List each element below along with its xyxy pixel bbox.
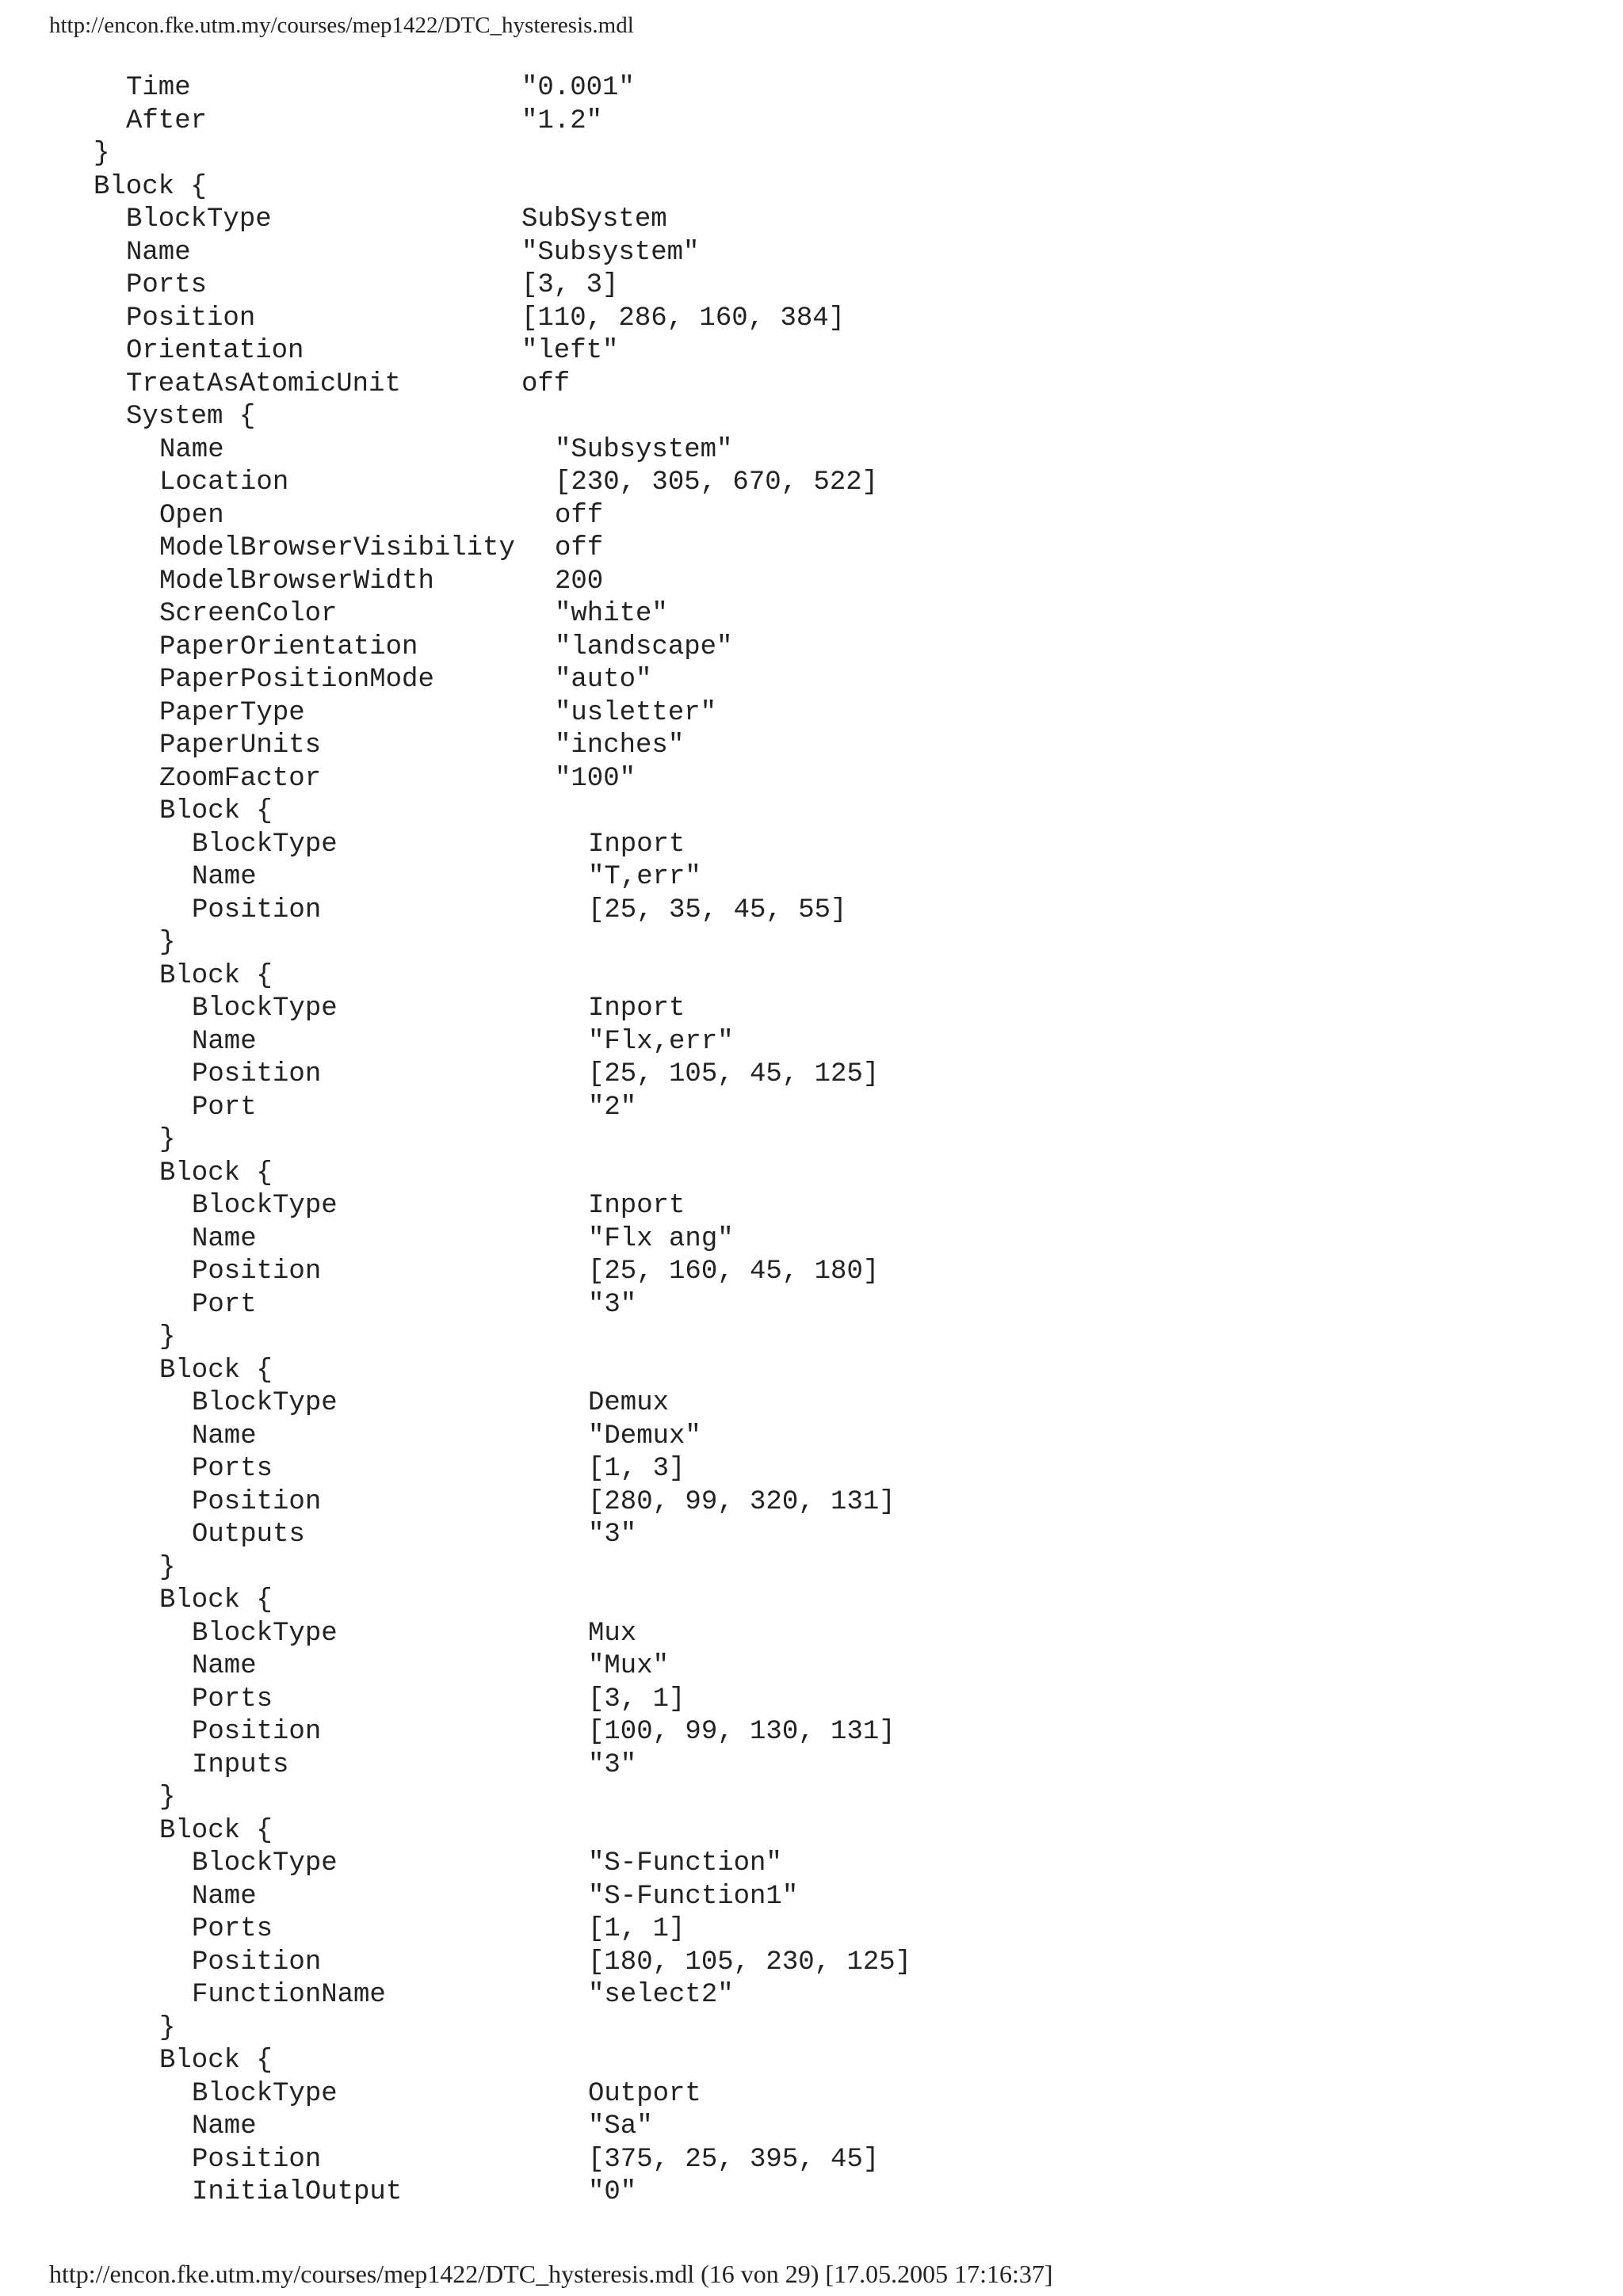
code-line-key: Position bbox=[192, 1486, 322, 1517]
code-line-key: Port bbox=[192, 1092, 257, 1123]
code-line-value: "3" bbox=[588, 1749, 637, 1780]
code-line-value: "Subsystem" bbox=[521, 237, 700, 268]
code-line-key: Ports bbox=[192, 1454, 273, 1484]
code-line-key: Position bbox=[192, 1717, 322, 1747]
code-line-value: [180, 105, 230, 125] bbox=[588, 1947, 912, 1978]
code-line-key: } bbox=[94, 139, 110, 169]
code-line-key: After bbox=[126, 105, 208, 136]
code-line-value: Inport bbox=[588, 994, 685, 1024]
code-line-key: InitialOutput bbox=[192, 2177, 403, 2207]
code-line-value: "Demux" bbox=[588, 1421, 701, 1451]
code-line-value: "S-Function1" bbox=[588, 1881, 799, 1912]
code-line-value: [3, 3] bbox=[521, 270, 619, 300]
code-line-value: Mux bbox=[588, 1618, 637, 1649]
code-line-key: Ports bbox=[126, 270, 208, 300]
code-line-value: [1, 3] bbox=[588, 1454, 685, 1484]
code-line-key: } bbox=[159, 1125, 176, 1155]
code-line-value: "0" bbox=[588, 2177, 637, 2207]
code-line-value: "100" bbox=[555, 763, 636, 794]
code-line-key: } bbox=[159, 1552, 176, 1583]
code-line-value: "Flx,err" bbox=[588, 1026, 734, 1057]
code-line-value: "2" bbox=[588, 1092, 637, 1123]
code-line-key: PaperUnits bbox=[159, 730, 322, 761]
code-line-value: [3, 1] bbox=[588, 1684, 685, 1714]
code-line-key: BlockType bbox=[192, 1848, 338, 1878]
code-line-key: TreatAsAtomicUnit bbox=[126, 368, 401, 399]
code-line-key: Block { bbox=[159, 2046, 273, 2076]
code-line-value: "3" bbox=[588, 1289, 637, 1320]
code-line-key: Name bbox=[192, 1421, 257, 1451]
code-line-key: Block { bbox=[159, 960, 273, 991]
code-line-value: Inport bbox=[588, 829, 685, 860]
code-line-value: SubSystem bbox=[521, 204, 667, 235]
code-line-value: "auto" bbox=[555, 665, 652, 695]
code-line-key: Position bbox=[192, 1947, 322, 1978]
code-line-value: "1.2" bbox=[521, 105, 603, 136]
code-line-key: } bbox=[159, 928, 176, 958]
code-line-key: FunctionName bbox=[192, 1980, 386, 2010]
code-line-key: PaperOrientation bbox=[159, 631, 418, 662]
code-line-key: BlockType bbox=[192, 1388, 338, 1418]
code-line-value: [110, 286, 160, 384] bbox=[521, 303, 846, 334]
code-line-key: Name bbox=[192, 2111, 257, 2142]
code-line-value: "T,err" bbox=[588, 862, 701, 892]
code-line-value: "left" bbox=[521, 336, 619, 366]
code-line-key: ModelBrowserVisibility bbox=[159, 533, 515, 563]
code-line-key: Name bbox=[192, 1223, 257, 1254]
code-line-value: "select2" bbox=[588, 1980, 734, 2010]
code-line-key: Block { bbox=[159, 1158, 273, 1188]
code-line-value: "Subsystem" bbox=[555, 434, 733, 465]
code-line-value: [25, 105, 45, 125] bbox=[588, 1059, 880, 1089]
code-line-key: Orientation bbox=[126, 336, 304, 366]
code-line-value: "S-Function" bbox=[588, 1848, 782, 1878]
code-line-key: PaperType bbox=[159, 697, 305, 728]
code-line-value: [230, 305, 670, 522] bbox=[555, 467, 879, 498]
code-line-value: off bbox=[555, 500, 604, 531]
code-line-key: Position bbox=[126, 303, 256, 334]
code-line-value: "Sa" bbox=[588, 2111, 653, 2142]
code-line-key: Position bbox=[192, 2144, 322, 2175]
code-line-value: off bbox=[521, 368, 571, 399]
code-line-key: BlockType bbox=[192, 2078, 338, 2109]
code-line-value: "inches" bbox=[555, 730, 685, 761]
code-line-value: 200 bbox=[555, 566, 604, 597]
code-line-key: Block { bbox=[94, 171, 207, 202]
code-line-value: [25, 35, 45, 55] bbox=[588, 894, 847, 925]
code-line-key: Block { bbox=[159, 1815, 273, 1846]
code-line-value: Demux bbox=[588, 1388, 670, 1418]
code-line-key: Port bbox=[192, 1289, 257, 1320]
code-line-value: "white" bbox=[555, 599, 668, 629]
code-line-key: } bbox=[159, 1783, 176, 1813]
code-line-value: "usletter" bbox=[555, 697, 717, 728]
code-line-key: Block { bbox=[159, 796, 273, 826]
code-line-value: "0.001" bbox=[521, 73, 635, 103]
code-line-key: Name bbox=[192, 1881, 257, 1912]
code-line-key: ModelBrowserWidth bbox=[159, 566, 434, 597]
code-line-value: [280, 99, 320, 131] bbox=[588, 1486, 896, 1517]
code-line-key: Ports bbox=[192, 1914, 273, 1944]
page-footer: http://encon.fke.utm.my/courses/mep1422/DTC_hysteresis.mdl (16 von 29) [17.05.2005 17:16:37] bbox=[49, 2260, 1053, 2288]
code-line-value: "3" bbox=[588, 1520, 637, 1550]
code-line-key: Open bbox=[159, 500, 224, 531]
code-line-key: Block { bbox=[159, 1355, 273, 1386]
code-line-key: PaperPositionMode bbox=[159, 665, 434, 695]
code-line-key: BlockType bbox=[192, 829, 338, 860]
code-line-key: Time bbox=[126, 73, 191, 103]
code-line-value: [100, 99, 130, 131] bbox=[588, 1717, 896, 1747]
code-line-key: BlockType bbox=[192, 1191, 338, 1221]
code-line-value: "Flx ang" bbox=[588, 1223, 734, 1254]
code-line-value: off bbox=[555, 533, 604, 563]
code-line-key: Position bbox=[192, 1257, 322, 1287]
code-line-value: [1, 1] bbox=[588, 1914, 685, 1944]
code-line-key: BlockType bbox=[192, 1618, 338, 1649]
code-line-key: ZoomFactor bbox=[159, 763, 322, 794]
code-line-key: ScreenColor bbox=[159, 599, 338, 629]
code-line-key: Name bbox=[192, 862, 257, 892]
code-line-key: System { bbox=[126, 402, 256, 432]
code-line-key: Location bbox=[159, 467, 289, 498]
code-line-value: "Mux" bbox=[588, 1651, 670, 1681]
code-line-key: } bbox=[159, 1322, 176, 1352]
code-line-value: "landscape" bbox=[555, 631, 733, 662]
code-line-value: Inport bbox=[588, 1191, 685, 1221]
code-line-key: Position bbox=[192, 1059, 322, 1089]
code-line-key: Ports bbox=[192, 1684, 273, 1714]
code-line-key: Outputs bbox=[192, 1520, 305, 1550]
code-line-key: Position bbox=[192, 894, 322, 925]
code-line-key: BlockType bbox=[126, 204, 272, 235]
code-line-key: Block { bbox=[159, 1585, 273, 1615]
code-line-value: [25, 160, 45, 180] bbox=[588, 1257, 880, 1287]
code-line-key: } bbox=[159, 2012, 176, 2043]
code-line-key: Name bbox=[126, 237, 191, 268]
code-line-key: Name bbox=[192, 1026, 257, 1057]
code-line-key: Name bbox=[192, 1651, 257, 1681]
code-line-value: Outport bbox=[588, 2078, 701, 2109]
code-line-key: Inputs bbox=[192, 1749, 289, 1780]
code-line-key: BlockType bbox=[192, 994, 338, 1024]
page-header-url: http://encon.fke.utm.my/courses/mep1422/DTC_hysteresis.mdl bbox=[49, 13, 634, 38]
code-line-key: Name bbox=[159, 434, 224, 465]
code-line-value: [375, 25, 395, 45] bbox=[588, 2144, 880, 2175]
